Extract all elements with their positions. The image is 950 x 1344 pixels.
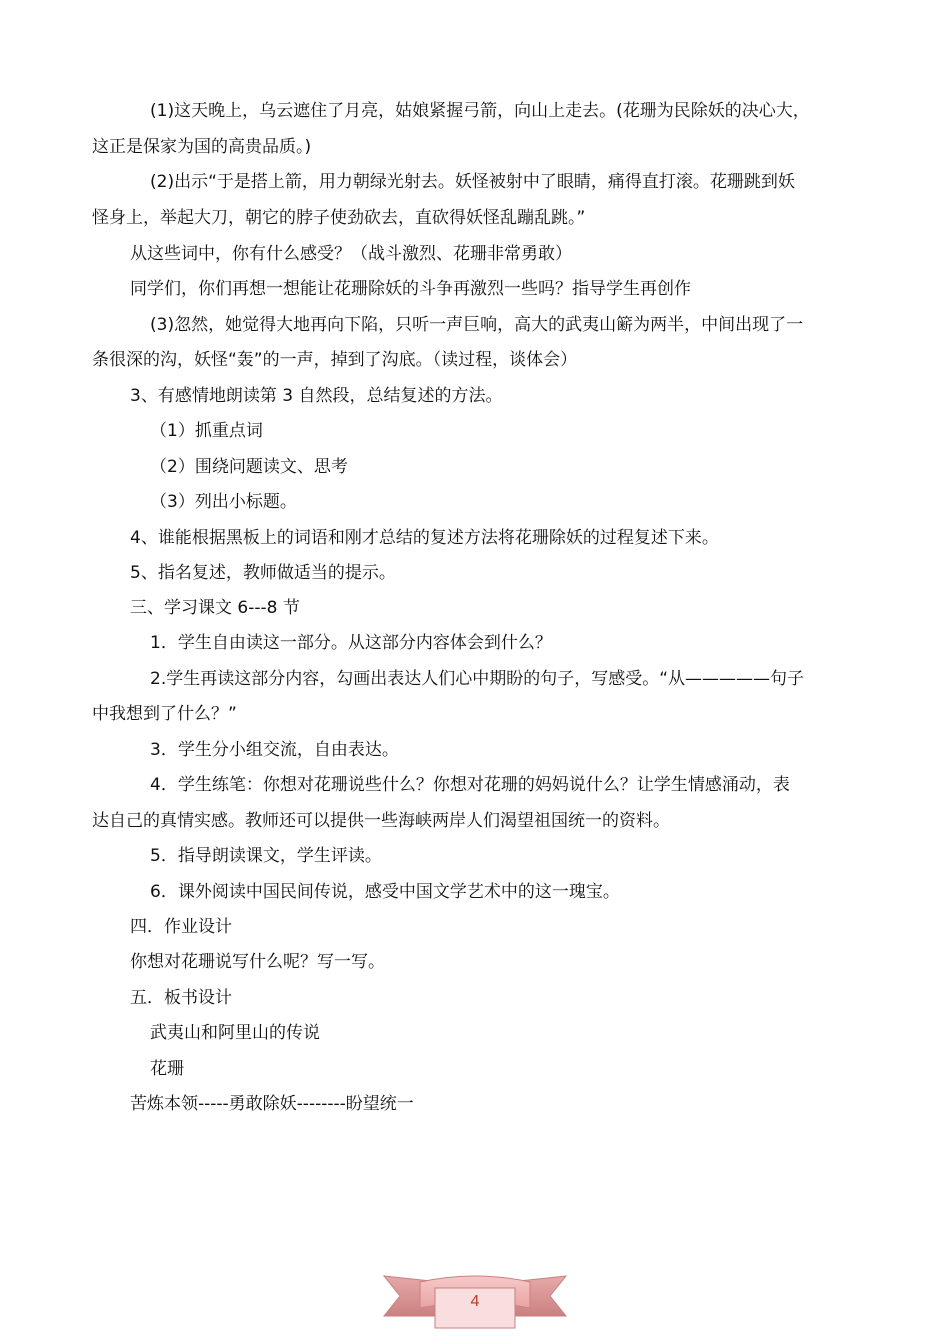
list-item: 1．学生自由读这一部分。从这部分内容体会到什么？ bbox=[150, 633, 552, 653]
section-heading: 三、学习课文 6---8 节 bbox=[130, 598, 300, 618]
paragraph-line: 5、指名复述，教师做适当的提示。 bbox=[130, 563, 396, 583]
board-outline: 苦炼本领-----勇敢除妖--------盼望统一 bbox=[130, 1094, 414, 1114]
paragraph-line: 怪身上，举起大刀，朝它的脖子使劲砍去，直砍得妖怪乱蹦乱跳。” bbox=[92, 208, 586, 228]
section-heading: 四．作业设计 bbox=[130, 917, 232, 937]
list-item: 6．课外阅读中国民间传说，感受中国文学艺术中的这一瑰宝。 bbox=[150, 882, 620, 902]
paragraph-line: 条很深的沟，妖怪“轰”的一声，掉到了沟底。（读过程，谈体会） bbox=[92, 350, 578, 370]
list-item: （1）抓重点词 bbox=[150, 421, 263, 441]
list-item: 3．学生分小组交流，自由表达。 bbox=[150, 740, 399, 760]
paragraph-line: 达自己的真情实感。教师还可以提供一些海峡两岸人们渴望祖国统一的资料。 bbox=[92, 811, 670, 831]
board-title: 武夷山和阿里山的传说 bbox=[150, 1023, 320, 1043]
paragraph-line: 3、有感情地朗读第 3 自然段，总结复述的方法。 bbox=[130, 386, 503, 406]
list-item: 5．指导朗读课文，学生评读。 bbox=[150, 846, 382, 866]
page-number: 4 bbox=[470, 1293, 480, 1310]
board-name: 花珊 bbox=[150, 1059, 184, 1079]
paragraph-line: 这正是保家为国的高贵品质。) bbox=[92, 137, 312, 157]
paragraph-line: 4、谁能根据黑板上的词语和刚才总结的复述方法将花珊除妖的过程复述下来。 bbox=[130, 528, 719, 548]
list-item: （3）列出小标题。 bbox=[150, 492, 297, 512]
paragraph-line: 同学们，你们再想一想能让花珊除妖的斗争再激烈一些吗？指导学生再创作 bbox=[130, 279, 691, 299]
paragraph-line: 从这些词中，你有什么感受？（战斗激烈、花珊非常勇敢） bbox=[130, 244, 572, 264]
paragraph-line: (1)这天晚上，乌云遮住了月亮，姑娘紧握弓箭，向山上走去。(花珊为民除妖的决心大， bbox=[150, 101, 810, 121]
section-heading: 五．板书设计 bbox=[130, 988, 232, 1008]
paragraph-line: (3)忽然，她觉得大地再向下陷，只听一声巨响，高大的武夷山簖为两半，中间出现了一 bbox=[150, 315, 804, 335]
paragraph-line: (2)出示“于是搭上箭，用力朝绿光射去。妖怪被射中了眼睛，痛得直打滚。花珊跳到妖 bbox=[150, 172, 795, 192]
list-item: 4．学生练笔：你想对花珊说些什么？你想对花珊的妈妈说什么？让学生情感涌动，表 bbox=[150, 775, 790, 795]
list-item: 2.学生再读这部分内容，勾画出表达人们心中期盼的句子，写感受。“从—————句子 bbox=[150, 669, 805, 689]
paragraph-line: 中我想到了什么？” bbox=[92, 704, 237, 724]
page-footer bbox=[380, 1268, 570, 1334]
list-item: （2）围绕问题读文、思考 bbox=[150, 457, 348, 477]
paragraph-line: 你想对花珊说写什么呢？写一写。 bbox=[130, 952, 385, 972]
